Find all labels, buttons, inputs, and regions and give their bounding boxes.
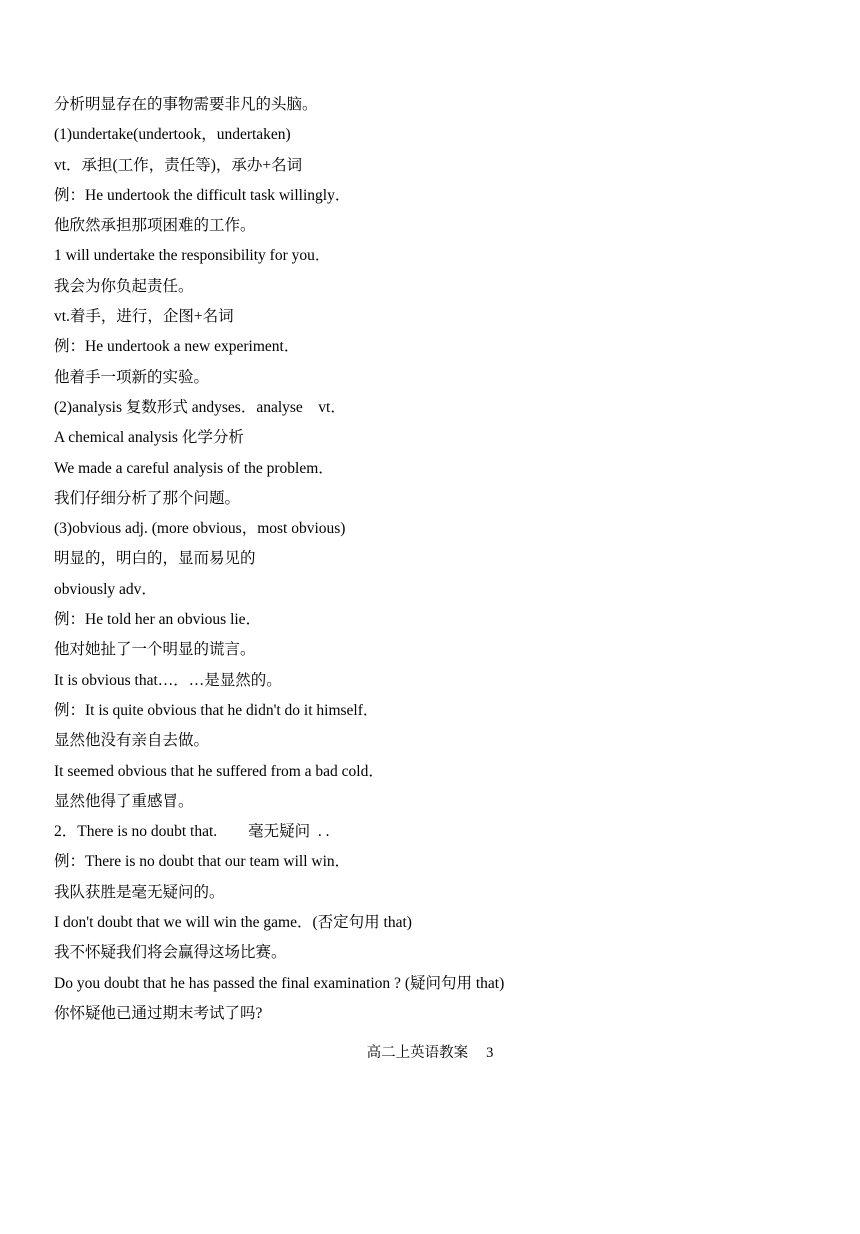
text-line: 1 will undertake the responsibility for you．	[54, 247, 331, 265]
text-line: 我不怀疑我们将会赢得这场比赛。	[54, 944, 287, 962]
text-line: 我队获胜是毫无疑问的。	[54, 883, 225, 901]
text-line: vt．承担(工作，责任等)，承办+名词	[54, 156, 303, 174]
text-line: It is obvious that…．…是显然的。	[54, 671, 282, 689]
text-line: 他着手一项新的实验。	[54, 368, 210, 386]
text-line: 例：There is no doubt that our team will win．	[54, 853, 351, 871]
text-line: I don't doubt that we will win the game．(否定句用 that)	[54, 914, 412, 932]
text-line: 例：He undertook the difficult task willingly．	[54, 186, 351, 204]
text-line: 例：It is quite obvious that he didn't do it himself．	[54, 701, 379, 719]
text-line: It seemed obvious that he suffered from a bad cold．	[54, 762, 384, 780]
text-line: A chemical analysis 化学分析	[54, 429, 244, 447]
footer-title: 高二上英语教案	[366, 1045, 469, 1061]
text-line: 例：He told her an obvious lie．	[54, 611, 262, 629]
text-line: (2)analysis 复数形式 andyses．analyse vt．	[54, 398, 346, 416]
text-line: 他对她扯了一个明显的谎言。	[54, 641, 256, 659]
text-line: 他欣然承担那项困难的工作。	[54, 217, 256, 235]
text-line: 明显的，明白的，显而易见的	[54, 550, 256, 568]
text-line: 我们仔细分析了那个问题。	[54, 489, 241, 507]
text-line: obviously adv．	[54, 580, 157, 598]
text-line: 我会为你负起责任。	[54, 277, 194, 295]
text-line: 你怀疑他已通过期末考试了吗?	[54, 1004, 263, 1022]
text-line: (3)obvious adj. (more obvious，most obvious)	[54, 520, 346, 538]
document-body	[54, 90, 814, 1029]
page-footer	[0, 1043, 860, 1063]
text-line: 显然他没有亲自去做。	[54, 732, 210, 750]
text-line: 例：He undertook a new experiment．	[54, 338, 300, 356]
text-line: Do you doubt that he has passed the final examination ? (疑问句用 that)	[54, 974, 505, 992]
text-line: 2．There is no doubt that. 毫无疑问 . .	[54, 823, 330, 841]
text-line: vt.着手，进行，企图+名词	[54, 308, 234, 326]
text-line: 显然他得了重感冒。	[54, 792, 194, 810]
text-line: (1)undertake(undertook，undertaken)	[54, 126, 291, 144]
text-line: 分析明显存在的事物需要非凡的头脑。	[54, 96, 318, 113]
text-line: We made a careful analysis of the problem．	[54, 459, 334, 477]
page-number: 3	[486, 1045, 494, 1061]
